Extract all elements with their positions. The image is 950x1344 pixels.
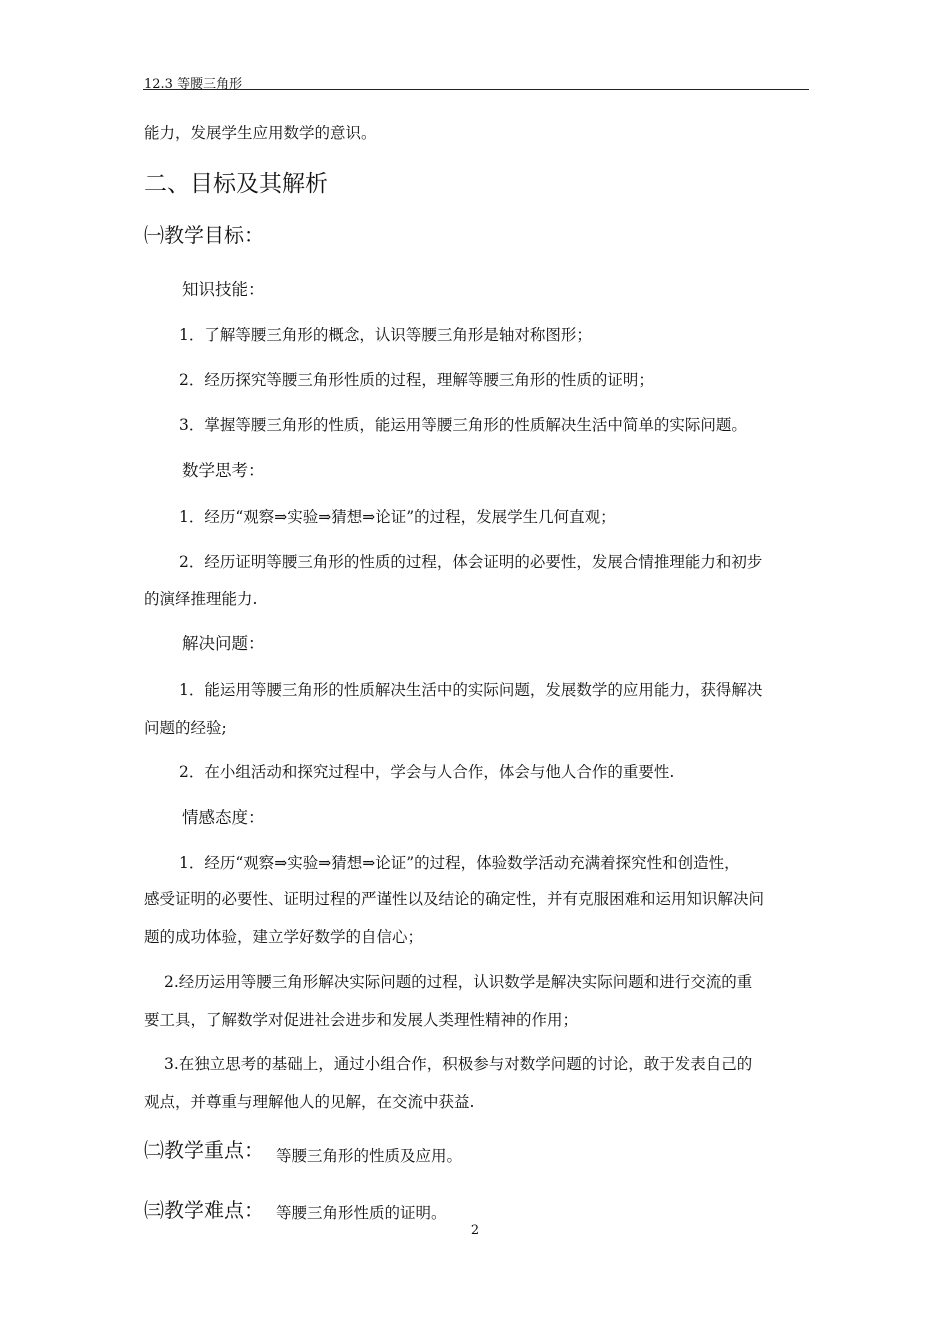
page-number: 2 [470,1223,480,1238]
body-line: 2．经历探究等腰三角形性质的过程，理解等腰三角形的性质的证明； [179,371,654,389]
body-line: 2．经历证明等腰三角形的性质的过程，体会证明的必要性，发展合情推理能力和初步 [179,553,763,571]
difficult-points-label: ㈢教学难点： [144,1198,264,1222]
body-line: 1．经历“观察⇒实验⇒猜想⇒论证”的过程，体验数学活动充满着探究性和创造性， [179,854,740,872]
body-line: 3.在独立思考的基础上，通过小组合作，积极参与对数学问题的讨论，敢于发表自己的 [164,1055,753,1073]
body-line: 观点，并尊重与理解他人的见解，在交流中获益. [144,1093,475,1111]
body-line: 1．能运用等腰三角形的性质解决生活中的实际问题，发展数学的应用能力，获得解决 [179,681,763,699]
running-header: 12.3 等腰三角形 [144,77,243,92]
body-line: 1．经历“观察⇒实验⇒猜想⇒论证”的过程，发展学生几何直观； [179,508,616,526]
subsection-heading: ㈠教学目标： [144,223,264,247]
section-heading: 二、目标及其解析 [144,171,328,197]
category-label: 数学思考： [182,461,265,480]
category-label: 解决问题： [182,634,265,653]
body-line: 3．掌握等腰三角形的性质，能运用等腰三角形的性质解决生活中简单的实际问题。 [179,416,747,434]
difficult-points-text: 等腰三角形性质的证明。 [276,1204,447,1222]
category-label: 情感态度： [182,808,265,827]
body-line: 感受证明的必要性、证明过程的严谨性以及结论的确定性，并有克服困难和运用知识解决问 [144,890,765,908]
category-label: 知识技能： [182,280,265,299]
body-line: 1．了解等腰三角形的概念，认识等腰三角形是轴对称图形； [179,326,592,344]
header-rule [143,89,809,90]
key-points-text: 等腰三角形的性质及应用。 [276,1147,463,1165]
key-points-label: ㈡教学重点： [144,1138,264,1162]
body-line: 2.经历运用等腰三角形解决实际问题的过程，认识数学是解决实际问题和进行交流的重 [164,973,753,991]
body-line: 2．在小组活动和探究过程中，学会与人合作，体会与他人合作的重要性. [179,763,675,781]
body-line: 能力，发展学生应用数学的意识。 [144,124,377,142]
body-line: 的演绎推理能力. [144,590,258,608]
body-line: 问题的经验; [144,719,227,737]
body-line: 要工具，了解数学对促进社会进步和发展人类理性精神的作用； [144,1011,579,1029]
body-line: 题的成功体验，建立学好数学的自信心； [144,928,424,946]
